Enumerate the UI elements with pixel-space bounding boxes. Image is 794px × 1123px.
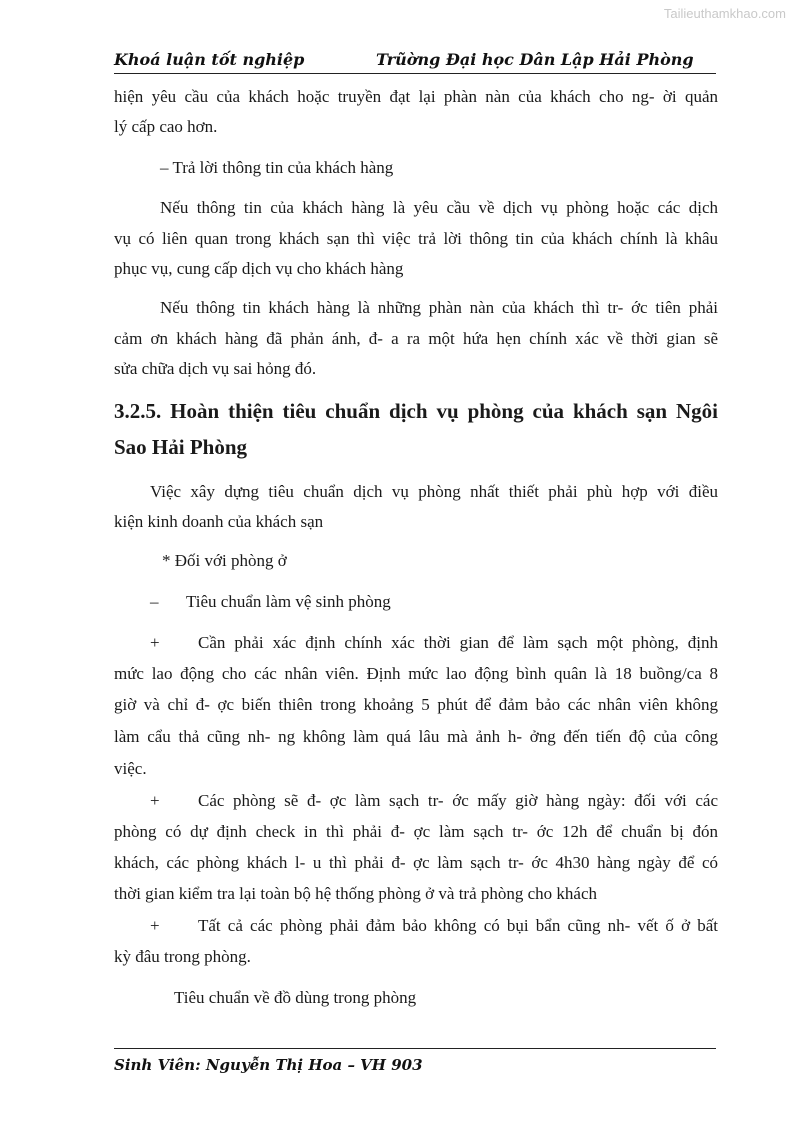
- paragraph-line: Cần phải xác định chính xác thời gian để làm sạch một phòng, định: [198, 633, 718, 652]
- watermark: Tailieuthamkhao.com: [663, 6, 786, 21]
- paragraph-line: Các phòng sẽ đ- ợc làm sạch tr- ớc mấy giờ hàng ngày: đối với các: [198, 791, 718, 810]
- header-thesis-label: Khoá luận tốt nghiệp: [114, 50, 305, 69]
- paragraph-line: Nếu thông tin khách hàng là những phàn nàn của khách thì tr- ớc tiên phải: [160, 298, 718, 317]
- paragraph-line: kiện kinh doanh của khách sạn: [114, 512, 324, 531]
- paragraph-line: kỳ đâu trong phòng.: [114, 947, 251, 966]
- paragraph-line: cảm ơn khách hàng đã phản ánh, đ- a ra một hứa hẹn chính xác về thời gian sẽ: [114, 329, 718, 348]
- paragraph-line: Tất cả các phòng phải đảm bảo không có bụi bẩn cũng nh- vết ố ở bất: [198, 916, 718, 935]
- header-university-label: Trũờng Đại học Dân Lập Hải Phòng: [376, 50, 694, 69]
- paragraph-line: làm cẩu thả cũng nh- ng không làm quá lâu mà ảnh h- ởng đến tiến độ của công: [114, 727, 718, 746]
- paragraph-line: khách, các phòng khách l- u thì phải đ- ợc làm sạch tr- ớc 4h30 hàng ngày để có: [114, 853, 718, 872]
- paragraph-line: lý cấp cao hơn.: [114, 117, 218, 136]
- section-heading: Sao Hải Phòng: [114, 435, 248, 459]
- list-item: Tiêu chuẩn làm vệ sinh phòng: [186, 592, 391, 611]
- paragraph-line: Nếu thông tin của khách hàng là yêu cầu về dịch vụ phòng hoặc các dịch: [160, 198, 718, 217]
- paragraph-line: thời gian kiểm tra lại toàn bộ hệ thống phòng ở và trả phòng cho khách: [114, 884, 598, 903]
- paragraph-line: phục vụ, cung cấp dịch vụ cho khách hàng: [114, 259, 404, 278]
- bullet-marker: +: [150, 791, 160, 810]
- subsection-label: * Đối với phòng ở: [162, 551, 287, 570]
- paragraph-line: mức lao động cho các nhân viên. Định mức lao động bình quân là 18 buồng/ca 8: [114, 664, 718, 683]
- paragraph-line: hiện yêu cầu của khách hoặc truyền đạt lại phàn nàn của khách cho ng- ời quản: [114, 87, 718, 106]
- footer-divider: [114, 1048, 716, 1049]
- page-footer: Sinh Viên: Nguyễn Thị Hoa – VH 903: [114, 1056, 423, 1074]
- paragraph-line: phòng có dự định check in thì phải đ- ợc làm sạch tr- ớc 12h để chuẩn bị đón: [114, 822, 718, 841]
- paragraph-line: sửa chữa dịch vụ sai hỏng đó.: [114, 359, 317, 378]
- bullet-marker: +: [150, 916, 160, 935]
- bullet-marker: –: [150, 592, 159, 611]
- list-item: – Trả lời thông tin của khách hàng: [160, 158, 394, 177]
- list-item: Tiêu chuẩn về đồ dùng trong phòng: [174, 988, 417, 1007]
- paragraph-line: vụ có liên quan trong khách sạn thì việc trả lời thông tin của khách chính là khâu: [114, 229, 718, 248]
- document-body: [114, 0, 718, 1040]
- section-heading: 3.2.5. Hoàn thiện tiêu chuẩn dịch vụ phòng của khách sạn Ngôi: [114, 399, 718, 423]
- bullet-marker: +: [150, 633, 160, 652]
- paragraph-line: việc.: [114, 759, 147, 778]
- paragraph-line: Việc xây dựng tiêu chuẩn dịch vụ phòng nhất thiết phải phù hợp với điều: [150, 482, 718, 501]
- paragraph-line: giờ và chỉ đ- ợc biến thiên trong khoảng 5 phút để đảm bảo các nhân viên không: [114, 695, 718, 714]
